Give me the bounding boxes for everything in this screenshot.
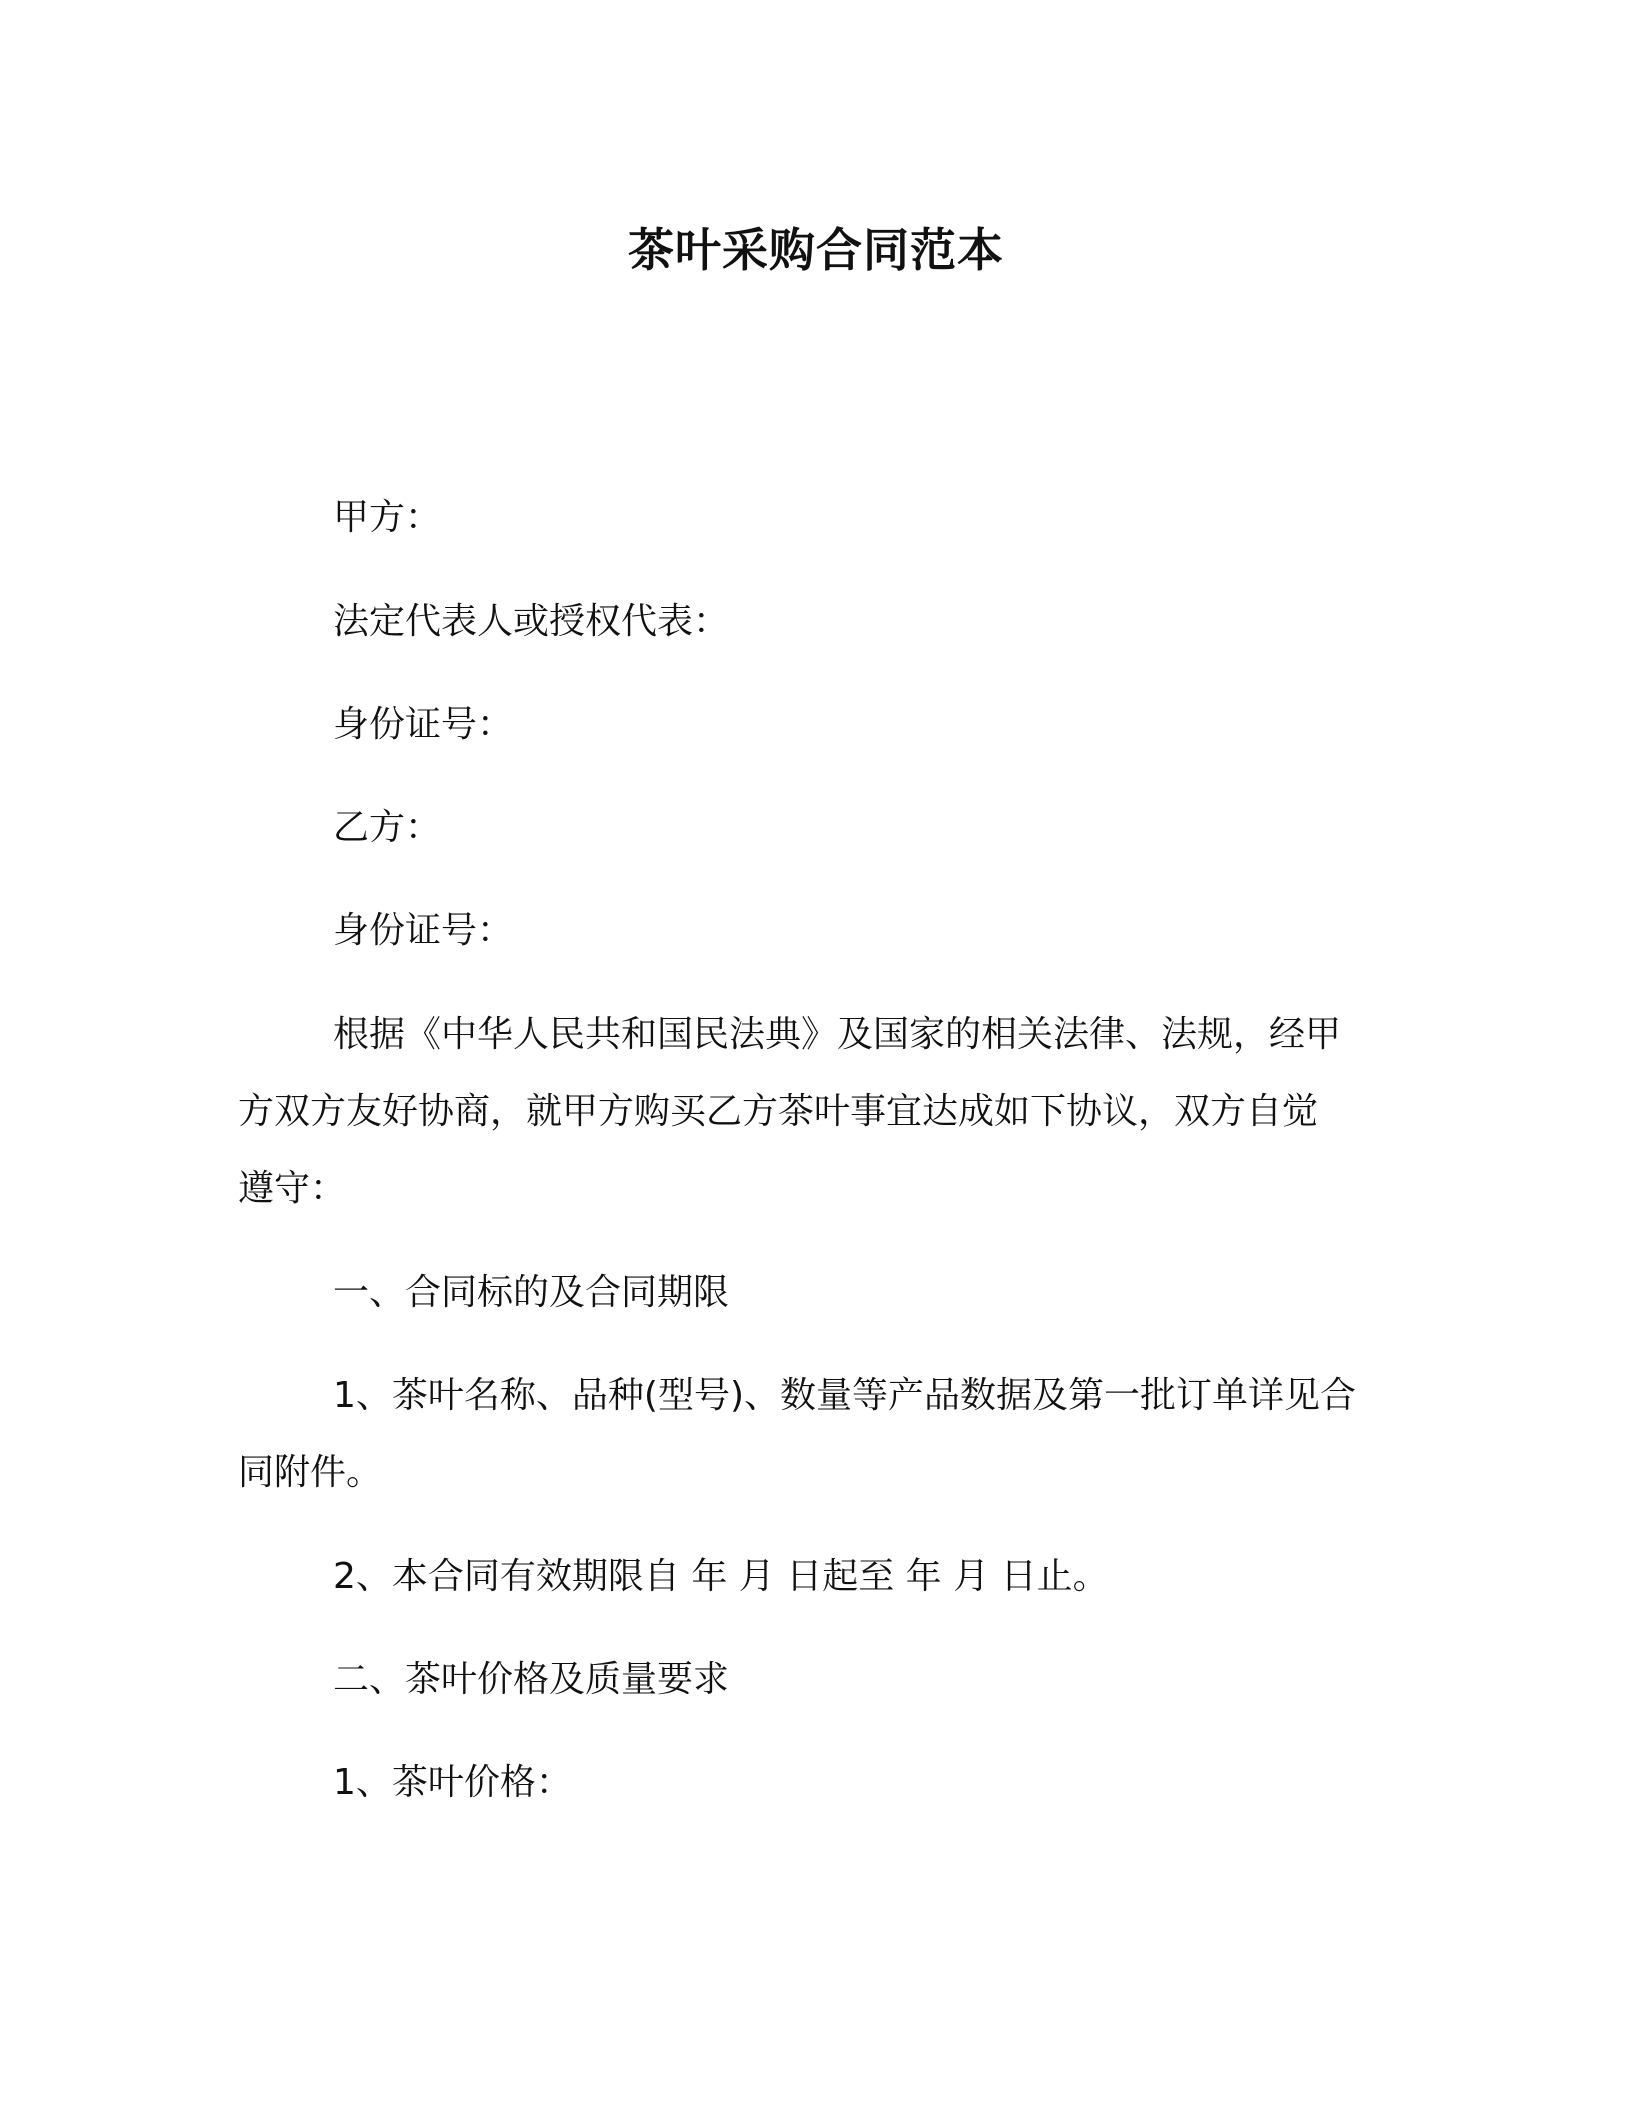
document-title: 茶叶采购合同范本: [628, 223, 1004, 277]
party-a-id-line: 身份证号：: [333, 704, 514, 745]
party-b-line: 乙方：: [333, 807, 442, 848]
preamble-line-1: 根据《中华人民共和国民法典》及国家的相关法律、法规，经甲: [333, 1014, 1342, 1055]
section-2-heading: 二、茶叶价格及质量要求: [333, 1659, 730, 1700]
clause-1-1-line-2: 同附件。: [238, 1452, 383, 1493]
party-a-line: 甲方：: [333, 497, 442, 538]
clause-1-1-line-1: 1、茶叶名称、品种(型号)、数量等产品数据及第一批订单详见合: [333, 1375, 1356, 1416]
clause-1-2: 2、本合同有效期限自 年 月 日起至 年 月 日止。: [333, 1556, 1109, 1597]
preamble-line-3: 遵守：: [238, 1168, 347, 1209]
legal-representative-line: 法定代表人或授权代表：: [333, 601, 730, 642]
party-b-id-line: 身份证号：: [333, 910, 514, 951]
preamble-line-2: 方双方友好协商，就甲方购买乙方茶叶事宜达成如下协议，双方自觉: [238, 1091, 1319, 1132]
section-1-heading: 一、合同标的及合同期限: [333, 1272, 730, 1313]
clause-2-1: 1、茶叶价格：: [333, 1762, 572, 1803]
